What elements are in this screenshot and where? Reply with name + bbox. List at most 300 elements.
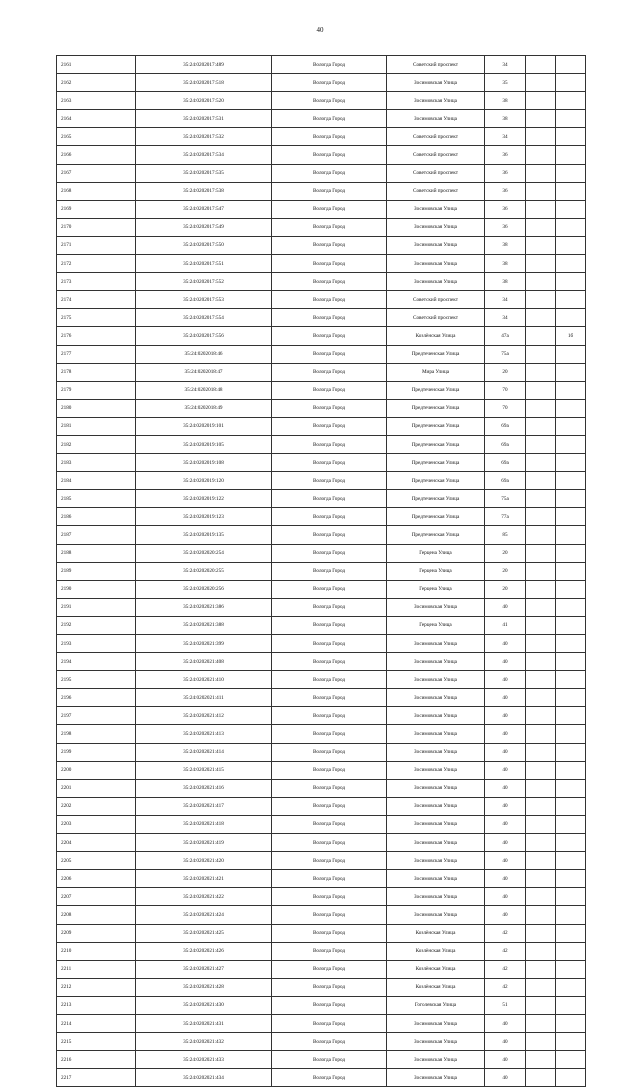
house-number-cell: 85	[485, 526, 526, 544]
row-number-cell: 2193	[57, 635, 136, 653]
extra-cell-2	[556, 978, 586, 996]
extra-cell-2	[556, 580, 586, 598]
extra-cell-2	[556, 996, 586, 1014]
row-number-cell: 2175	[57, 309, 136, 327]
extra-cell-1	[526, 273, 556, 291]
extra-cell-1	[526, 1033, 556, 1051]
table-row	[57, 761, 586, 779]
row-number-cell: 2198	[57, 725, 136, 743]
house-number-cell: 42	[485, 942, 526, 960]
extra-cell-1	[526, 725, 556, 743]
street-cell: Гоголевская Улица	[387, 996, 485, 1014]
street-cell: Зосимовская Улица	[387, 598, 485, 616]
street-cell: Зосимовская Улица	[387, 218, 485, 236]
locality-cell: Вологда Город	[272, 327, 387, 345]
house-number-cell: 20	[485, 580, 526, 598]
table-row	[57, 417, 586, 435]
locality-cell: Вологда Город	[272, 815, 387, 833]
locality-cell: Вологда Город	[272, 870, 387, 888]
cadastral-number-cell: 35:24:0202021:427	[136, 960, 272, 978]
table-row	[57, 435, 586, 453]
locality-cell: Вологда Город	[272, 671, 387, 689]
row-number-cell: 2185	[57, 490, 136, 508]
street-cell: Зосимовская Улица	[387, 834, 485, 852]
locality-cell: Вологда Город	[272, 273, 387, 291]
row-number-cell: 2205	[57, 852, 136, 870]
extra-cell-1	[526, 110, 556, 128]
house-number-cell: 40	[485, 906, 526, 924]
extra-cell-2	[556, 815, 586, 833]
extra-cell-1	[526, 146, 556, 164]
property-table	[56, 55, 586, 1087]
locality-cell: Вологда Город	[272, 435, 387, 453]
extra-cell-2	[556, 725, 586, 743]
street-cell: Герцена Улица	[387, 544, 485, 562]
row-number-cell: 2161	[57, 56, 136, 74]
cadastral-number-cell: 35:24:0202018:47	[136, 363, 272, 381]
extra-cell-2	[556, 906, 586, 924]
cadastral-number-cell: 35:24:0202017:532	[136, 128, 272, 146]
page-number: 40	[316, 26, 324, 34]
extra-cell-1	[526, 74, 556, 92]
house-number-cell: 70	[485, 381, 526, 399]
table-row	[57, 834, 586, 852]
locality-cell: Вологда Город	[272, 960, 387, 978]
locality-cell: Вологда Город	[272, 761, 387, 779]
house-number-cell: 41	[485, 616, 526, 634]
extra-cell-1	[526, 291, 556, 309]
cadastral-number-cell: 35:24:0202021:416	[136, 779, 272, 797]
extra-cell-1	[526, 1069, 556, 1087]
row-number-cell: 2191	[57, 598, 136, 616]
locality-cell: Вологда Город	[272, 834, 387, 852]
cadastral-number-cell: 35:24:0202021:420	[136, 852, 272, 870]
house-number-cell: 40	[485, 671, 526, 689]
extra-cell-2	[556, 128, 586, 146]
extra-cell-1	[526, 381, 556, 399]
cadastral-number-cell: 35:24:0202019:108	[136, 454, 272, 472]
extra-cell-2	[556, 255, 586, 273]
table-row	[57, 653, 586, 671]
row-number-cell: 2173	[57, 273, 136, 291]
house-number-cell: 75а	[485, 490, 526, 508]
locality-cell: Вологда Город	[272, 725, 387, 743]
house-number-cell: 70	[485, 399, 526, 417]
extra-cell-2	[556, 852, 586, 870]
cadastral-number-cell: 35:24:0202017:520	[136, 92, 272, 110]
cadastral-number-cell: 35:24:0202021:418	[136, 815, 272, 833]
street-cell: Предтеченская Улица	[387, 435, 485, 453]
extra-cell-2	[556, 146, 586, 164]
row-number-cell: 2201	[57, 779, 136, 797]
row-number-cell: 2184	[57, 472, 136, 490]
row-number-cell: 2176	[57, 327, 136, 345]
table-row	[57, 345, 586, 363]
locality-cell: Вологда Город	[272, 1033, 387, 1051]
street-cell: Зосимовская Улица	[387, 1051, 485, 1069]
cadastral-number-cell: 35:24:0202021:425	[136, 924, 272, 942]
extra-cell-1	[526, 526, 556, 544]
table-row	[57, 725, 586, 743]
extra-cell-1	[526, 960, 556, 978]
house-number-cell: 51	[485, 996, 526, 1014]
cadastral-number-cell: 35:24:0202021:433	[136, 1051, 272, 1069]
cadastral-number-cell: 35:24:0202021:426	[136, 942, 272, 960]
extra-cell-2	[556, 56, 586, 74]
cadastral-number-cell: 35:24:0202021:430	[136, 996, 272, 1014]
cadastral-number-cell: 35:24:0202021:424	[136, 906, 272, 924]
row-number-cell: 2215	[57, 1033, 136, 1051]
extra-cell-2	[556, 92, 586, 110]
extra-cell-1	[526, 164, 556, 182]
cadastral-number-cell: 35:24:0202017:547	[136, 200, 272, 218]
locality-cell: Вологда Город	[272, 526, 387, 544]
house-number-cell: 36	[485, 164, 526, 182]
extra-cell-2	[556, 870, 586, 888]
street-cell: Козлёнская Улица	[387, 924, 485, 942]
house-number-cell: 38	[485, 110, 526, 128]
street-cell: Зосимовская Улица	[387, 110, 485, 128]
row-number-cell: 2194	[57, 653, 136, 671]
locality-cell: Вологда Город	[272, 309, 387, 327]
cadastral-number-cell: 35:24:0202017:556	[136, 327, 272, 345]
extra-cell-1	[526, 236, 556, 254]
cadastral-number-cell: 35:24:0202017:550	[136, 236, 272, 254]
extra-cell-1	[526, 128, 556, 146]
street-cell: Герцена Улица	[387, 616, 485, 634]
row-number-cell: 2217	[57, 1069, 136, 1087]
extra-cell-1	[526, 1051, 556, 1069]
extra-cell-1	[526, 417, 556, 435]
table-row	[57, 635, 586, 653]
extra-cell-1	[526, 906, 556, 924]
locality-cell: Вологда Город	[272, 1014, 387, 1032]
locality-cell: Вологда Город	[272, 544, 387, 562]
table-row	[57, 1051, 586, 1069]
table-row	[57, 164, 586, 182]
extra-cell-1	[526, 743, 556, 761]
street-cell: Зосимовская Улица	[387, 797, 485, 815]
table-row	[57, 200, 586, 218]
extra-cell-2	[556, 544, 586, 562]
cadastral-number-cell: 35:24:0202017:554	[136, 309, 272, 327]
street-cell: Зосимовская Улица	[387, 852, 485, 870]
street-cell: Зосимовская Улица	[387, 1069, 485, 1087]
row-number-cell: 2214	[57, 1014, 136, 1032]
house-number-cell: 40	[485, 689, 526, 707]
table-row	[57, 978, 586, 996]
row-number-cell: 2210	[57, 942, 136, 960]
cadastral-number-cell: 35:24:0202021:422	[136, 888, 272, 906]
cadastral-number-cell: 35:24:0202021:434	[136, 1069, 272, 1087]
extra-cell-2	[556, 236, 586, 254]
extra-cell-2	[556, 707, 586, 725]
extra-cell-2	[556, 834, 586, 852]
house-number-cell: 36	[485, 182, 526, 200]
extra-cell-2	[556, 653, 586, 671]
extra-cell-1	[526, 472, 556, 490]
table-row	[57, 74, 586, 92]
locality-cell: Вологда Город	[272, 852, 387, 870]
row-number-cell: 2167	[57, 164, 136, 182]
row-number-cell: 2186	[57, 508, 136, 526]
cadastral-number-cell: 35:24:0202020:254	[136, 544, 272, 562]
locality-cell: Вологда Город	[272, 942, 387, 960]
extra-cell-1	[526, 435, 556, 453]
extra-cell-2	[556, 1069, 586, 1087]
locality-cell: Вологда Город	[272, 291, 387, 309]
table-row	[57, 671, 586, 689]
house-number-cell: 42	[485, 924, 526, 942]
extra-cell-1	[526, 508, 556, 526]
row-number-cell: 2208	[57, 906, 136, 924]
extra-cell-2	[556, 761, 586, 779]
table-row	[57, 182, 586, 200]
table-row	[57, 689, 586, 707]
street-cell: Советский проспект	[387, 146, 485, 164]
extra-cell-2	[556, 291, 586, 309]
locality-cell: Вологда Город	[272, 616, 387, 634]
house-number-cell: 38	[485, 236, 526, 254]
extra-cell-2	[556, 435, 586, 453]
extra-cell-2	[556, 417, 586, 435]
table-row	[57, 508, 586, 526]
street-cell: Зосимовская Улица	[387, 906, 485, 924]
table-row	[57, 309, 586, 327]
extra-cell-1	[526, 309, 556, 327]
cadastral-number-cell: 35:24:0202017:531	[136, 110, 272, 128]
locality-cell: Вологда Город	[272, 978, 387, 996]
house-number-cell: 40	[485, 852, 526, 870]
street-cell: Предтеченская Улица	[387, 508, 485, 526]
street-cell: Зосимовская Улица	[387, 74, 485, 92]
cadastral-number-cell: 35:24:0202017:553	[136, 291, 272, 309]
row-number-cell: 2181	[57, 417, 136, 435]
table-row	[57, 1014, 586, 1032]
house-number-cell: 20	[485, 562, 526, 580]
locality-cell: Вологда Город	[272, 472, 387, 490]
street-cell: Зосимовская Улица	[387, 707, 485, 725]
cadastral-number-cell: 35:24:0202020:255	[136, 562, 272, 580]
extra-cell-2	[556, 942, 586, 960]
extra-cell-1	[526, 454, 556, 472]
row-number-cell: 2209	[57, 924, 136, 942]
row-number-cell: 2163	[57, 92, 136, 110]
table-row	[57, 363, 586, 381]
extra-cell-1	[526, 689, 556, 707]
cadastral-number-cell: 35:24:0202018:48	[136, 381, 272, 399]
table-row	[57, 273, 586, 291]
street-cell: Зосимовская Улица	[387, 779, 485, 797]
locality-cell: Вологда Город	[272, 146, 387, 164]
locality-cell: Вологда Город	[272, 797, 387, 815]
row-number-cell: 2190	[57, 580, 136, 598]
extra-cell-1	[526, 797, 556, 815]
extra-cell-1	[526, 616, 556, 634]
locality-cell: Вологда Город	[272, 779, 387, 797]
locality-cell: Вологда Город	[272, 1051, 387, 1069]
table-row	[57, 544, 586, 562]
row-number-cell: 2206	[57, 870, 136, 888]
table-row	[57, 92, 586, 110]
table-row	[57, 255, 586, 273]
extra-cell-1	[526, 653, 556, 671]
locality-cell: Вологда Город	[272, 56, 387, 74]
table-row	[57, 381, 586, 399]
house-number-cell: 20	[485, 544, 526, 562]
street-cell: Зосимовская Улица	[387, 273, 485, 291]
locality-cell: Вологда Город	[272, 888, 387, 906]
street-cell: Советский проспект	[387, 309, 485, 327]
locality-cell: Вологда Город	[272, 1069, 387, 1087]
table-row	[57, 870, 586, 888]
table-row	[57, 56, 586, 74]
table-row	[57, 454, 586, 472]
locality-cell: Вологда Город	[272, 996, 387, 1014]
row-number-cell: 2170	[57, 218, 136, 236]
extra-cell-1	[526, 671, 556, 689]
table-row	[57, 743, 586, 761]
cadastral-number-cell: 35:24:0202021:421	[136, 870, 272, 888]
house-number-cell: 40	[485, 1069, 526, 1087]
extra-cell-1	[526, 779, 556, 797]
cadastral-number-cell: 35:24:0202021:399	[136, 635, 272, 653]
street-cell: Зосимовская Улица	[387, 725, 485, 743]
row-number-cell: 2192	[57, 616, 136, 634]
house-number-cell: 42	[485, 978, 526, 996]
extra-cell-1	[526, 490, 556, 508]
house-number-cell: 20	[485, 363, 526, 381]
extra-cell-1	[526, 870, 556, 888]
street-cell: Предтеченская Улица	[387, 417, 485, 435]
table-row	[57, 490, 586, 508]
house-number-cell: 34	[485, 309, 526, 327]
street-cell: Зосимовская Улица	[387, 671, 485, 689]
table-row	[57, 815, 586, 833]
extra-cell-1	[526, 707, 556, 725]
street-cell: Зосимовская Улица	[387, 689, 485, 707]
extra-cell-2	[556, 526, 586, 544]
house-number-cell: 35	[485, 74, 526, 92]
cadastral-number-cell: 35:24:0202019:105	[136, 435, 272, 453]
cadastral-number-cell: 35:24:0202021:386	[136, 598, 272, 616]
house-number-cell: 77а	[485, 508, 526, 526]
extra-cell-2	[556, 490, 586, 508]
cadastral-number-cell: 35:24:0202021:431	[136, 1014, 272, 1032]
extra-cell-2	[556, 345, 586, 363]
street-cell: Зосимовская Улица	[387, 815, 485, 833]
street-cell: Предтеченская Улица	[387, 399, 485, 417]
cadastral-number-cell: 35:24:0202019:123	[136, 508, 272, 526]
row-number-cell: 2162	[57, 74, 136, 92]
extra-cell-2	[556, 218, 586, 236]
street-cell: Зосимовская Улица	[387, 743, 485, 761]
locality-cell: Вологда Город	[272, 906, 387, 924]
house-number-cell: 69а	[485, 454, 526, 472]
street-cell: Зосимовская Улица	[387, 255, 485, 273]
table-row	[57, 327, 586, 345]
street-cell: Зосимовская Улица	[387, 653, 485, 671]
extra-cell-1	[526, 182, 556, 200]
house-number-cell: 40	[485, 1051, 526, 1069]
street-cell: Герцена Улица	[387, 580, 485, 598]
row-number-cell: 2203	[57, 815, 136, 833]
table-row	[57, 707, 586, 725]
extra-cell-1	[526, 924, 556, 942]
cadastral-number-cell: 35:24:0202018:46	[136, 345, 272, 363]
street-cell: Зосимовская Улица	[387, 200, 485, 218]
street-cell: Советский проспект	[387, 164, 485, 182]
house-number-cell: 40	[485, 870, 526, 888]
street-cell: Предтеченская Улица	[387, 490, 485, 508]
street-cell: Советский проспект	[387, 128, 485, 146]
row-number-cell: 2177	[57, 345, 136, 363]
street-cell: Козлёнская Улица	[387, 942, 485, 960]
extra-cell-1	[526, 544, 556, 562]
row-number-cell: 2212	[57, 978, 136, 996]
locality-cell: Вологда Город	[272, 345, 387, 363]
extra-cell-2	[556, 200, 586, 218]
extra-cell-2	[556, 635, 586, 653]
house-number-cell: 47а	[485, 327, 526, 345]
house-number-cell: 34	[485, 56, 526, 74]
cadastral-number-cell: 35:24:0202021:413	[136, 725, 272, 743]
extra-cell-2	[556, 309, 586, 327]
row-number-cell: 2171	[57, 236, 136, 254]
cadastral-number-cell: 35:24:0202021:414	[136, 743, 272, 761]
extra-cell-2	[556, 110, 586, 128]
street-cell: Зосимовская Улица	[387, 92, 485, 110]
table-row	[57, 472, 586, 490]
row-number-cell: 2188	[57, 544, 136, 562]
extra-cell-1	[526, 996, 556, 1014]
street-cell: Предтеченская Улица	[387, 526, 485, 544]
locality-cell: Вологда Город	[272, 92, 387, 110]
extra-cell-2	[556, 616, 586, 634]
cadastral-number-cell: 35:24:0202021:410	[136, 671, 272, 689]
cadastral-number-cell: 35:24:0202020:256	[136, 580, 272, 598]
locality-cell: Вологда Город	[272, 164, 387, 182]
locality-cell: Вологда Город	[272, 236, 387, 254]
table-row	[57, 399, 586, 417]
extra-cell-2	[556, 164, 586, 182]
street-cell: Предтеченская Улица	[387, 345, 485, 363]
row-number-cell: 2196	[57, 689, 136, 707]
house-number-cell: 40	[485, 1014, 526, 1032]
extra-cell-1	[526, 1014, 556, 1032]
table-row	[57, 888, 586, 906]
table-row	[57, 562, 586, 580]
row-number-cell: 2169	[57, 200, 136, 218]
cadastral-number-cell: 35:24:0202019:135	[136, 526, 272, 544]
locality-cell: Вологда Город	[272, 508, 387, 526]
cadastral-number-cell: 35:24:0202021:412	[136, 707, 272, 725]
extra-cell-1	[526, 761, 556, 779]
street-cell: Герцена Улица	[387, 562, 485, 580]
extra-cell-1	[526, 327, 556, 345]
row-number-cell: 2211	[57, 960, 136, 978]
table-row	[57, 218, 586, 236]
street-cell: Зосимовская Улица	[387, 1014, 485, 1032]
table-row	[57, 996, 586, 1014]
locality-cell: Вологда Город	[272, 74, 387, 92]
locality-cell: Вологда Город	[272, 128, 387, 146]
extra-cell-2	[556, 1051, 586, 1069]
table-row	[57, 146, 586, 164]
street-cell: Зосимовская Улица	[387, 635, 485, 653]
table-row	[57, 616, 586, 634]
row-number-cell: 2164	[57, 110, 136, 128]
